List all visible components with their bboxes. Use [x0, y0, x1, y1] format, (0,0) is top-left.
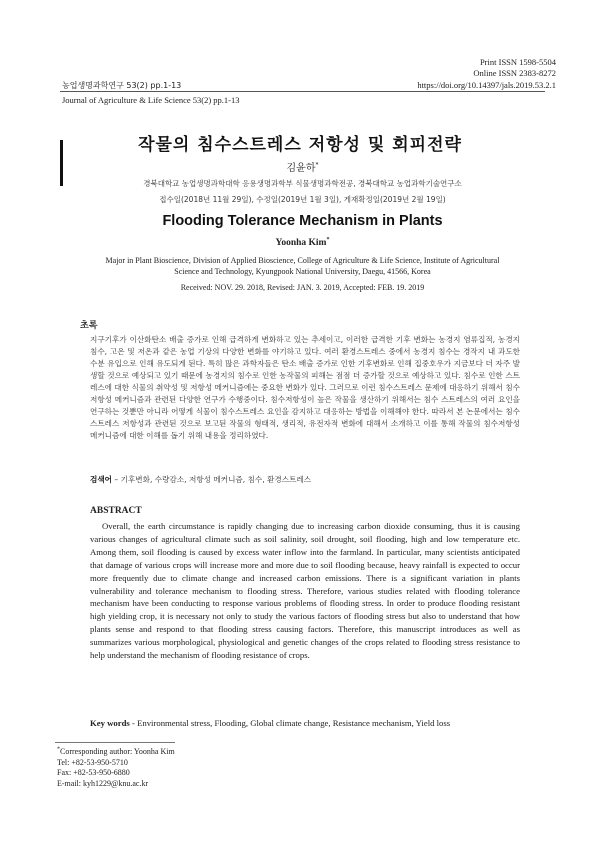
author-korean-name: 김윤하 [286, 163, 316, 174]
paper-title-korean: 작물의 침수스트레스 저항성 및 회피전략 [138, 135, 462, 155]
dates-english: Received: NOV. 29. 2018, Revised: JAN. 3. 2019, Accepted: FEB. 19. 2019 [180, 283, 425, 292]
doi-link[interactable]: https://doi.org/10.14397/jals.2019.53.2.1 [417, 80, 556, 90]
abstract-english-body: Overall, the earth circumstance is rapidly changing due to increasing carbon dioxide consuming, thus it is causing various changes of agricultural climate such as soil salinity, soil drought, soil flooding, high and low temperature etc. Among them, soil flooding is caused by excess water inflow into the farmland. In particular, many scientists anticipated that damage of various crops will increase more and more due to soil flooding because, heavy rainfall is expected to occur more frequently due to climate change and increased carbon emissions. There is a significant variation in plants vulnerability and tolerance mechanism to flooding stress. Therefore, various studies related with flooding tolerance mechanism have been conducting to response various problems of flooding stress. In order to produce flooding resistant high yielding crop, it is necessary not only to study the various factors of flooding stress but also to understand that how plants sense and respond to that flooding stress causing factors. Therefore, this manuscript introduces as well as summarizes various morphological, physiological and genetic changes of the crops related to flooding stress resistance to help understand the mechanism of flooding resistance of crops. [90, 521, 520, 661]
author-english [60, 238, 545, 248]
abstract-english-heading: ABSTRACT [90, 506, 142, 516]
affiliation-english: Major in Plant Bioscience, Division of Applied Bioscience, College of Agriculture & Life Science, Institute of Agricultural Science and Technology, Kyungpook National University, Daegu, 41566, Korea [105, 256, 500, 276]
journal-korean-citation: 농업생명과학연구 53(2) pp.1-13 [62, 81, 182, 90]
paper-title-english: Flooding Tolerance Mechanism in Plants [162, 213, 443, 229]
print-issn: Print ISSN 1598-5504 [479, 57, 556, 67]
abstract-korean-heading: 초록 [80, 321, 98, 331]
author-korean [60, 159, 545, 174]
keywords-english [90, 718, 450, 728]
header-rule [60, 91, 545, 92]
journal-english-citation: Journal of Agriculture & Life Science 53(2) pp.1-13 [62, 95, 240, 105]
footnote-block [57, 747, 175, 789]
keywords-english-label: Key words [90, 718, 130, 728]
journal-issn-block [473, 57, 556, 79]
footnote-mark: * [57, 746, 60, 753]
footnote-corresponding [57, 747, 175, 758]
corresponding-mark-english: * [326, 236, 330, 243]
online-issn: Online ISSN 2383-8272 [473, 68, 556, 78]
footnote-rule [55, 742, 175, 743]
footnote-email[interactable]: E-mail: kyh1229@knu.ac.kr [57, 778, 149, 788]
footnote-corresponding-text: Corresponding author: Yoonha Kim [60, 747, 175, 756]
corresponding-mark: * [315, 161, 319, 169]
keywords-korean [90, 474, 311, 485]
affiliation-korean: 경북대학교 농업생명과학대학 응용생명과학부 식물생명과학전공, 경북대학교 농업과학기술연구소 [143, 179, 462, 188]
footnote-tel: Tel: +82-53-950-5710 [57, 757, 128, 767]
abstract-korean-body: 지구기후가 이산화탄소 배출 증가로 인해 급격하게 변화하고 있는 추세이고, 이러한 급격한 기후 변화는 농경지 염류집적, 농경지 침수, 고온 및 저온과 같은 농업 기상의 다양한 변화를 야기하고 있다. 여러 환경스트레스 중에서 농경지 침수는 경작지 내 과도한 수분 유입으로 인해 유도되게 된다. 특히 많은 과학자들은 탄소 배출 증가로 인한 기후변화로 인해 집중호우가 지금보다 더 자주 발생할 것으로 예상되고 있기 때문에 농경지의 침수로 인한 농작물의 피해는 점점 더 증가할 것으로 예상하고 있다. 침수로 인한 스트레스에 대한 식물의 취약성 및 저항성 메커니즘에는 중요한 변화가 있다. 그러므로 이런 침수스트레스 문제에 대응하기 위해서 침수저항성 메커니즘과 관련된 다양한 연구가 수행중이다. 침수저항성이 높은 작물을 생산하기 위해서는 침수 스트레스의 여러 요인을 연구하는 것뿐만 아니라 어떻게 식물이 침수스트레스 요인을 감지하고 대응하는 방법을 이해해야 한다. 따라서 본 논문에서는 침수스트레스 저항성과 관련된 것으로 보고된 작물의 형태적, 생리적, 유전자적 변화에 대해서 소개하고 이를 통해 작물의 침수저항성 메커니즘에 대한 이해를 돕기 위해 내용을 정리하였다. [90, 335, 520, 441]
keywords-english-list: - Environmental stress, Flooding, Global climate change, Resistance mechanism, Yield loss [129, 718, 451, 728]
footnote-fax: Fax: +82-53-950-6880 [57, 768, 130, 778]
keywords-korean-list: – 기후변화, 수량감소, 저항성 메커니즘, 침수, 환경스트레스 [112, 475, 312, 484]
keywords-korean-label: 검색어 [90, 475, 113, 484]
author-english-name: Yoonha Kim [275, 238, 327, 248]
dates-korean: 접수일(2018년 11월 29일), 수정일(2019년 1월 3일), 게재확정일(2019년 2월 19일) [159, 195, 446, 204]
